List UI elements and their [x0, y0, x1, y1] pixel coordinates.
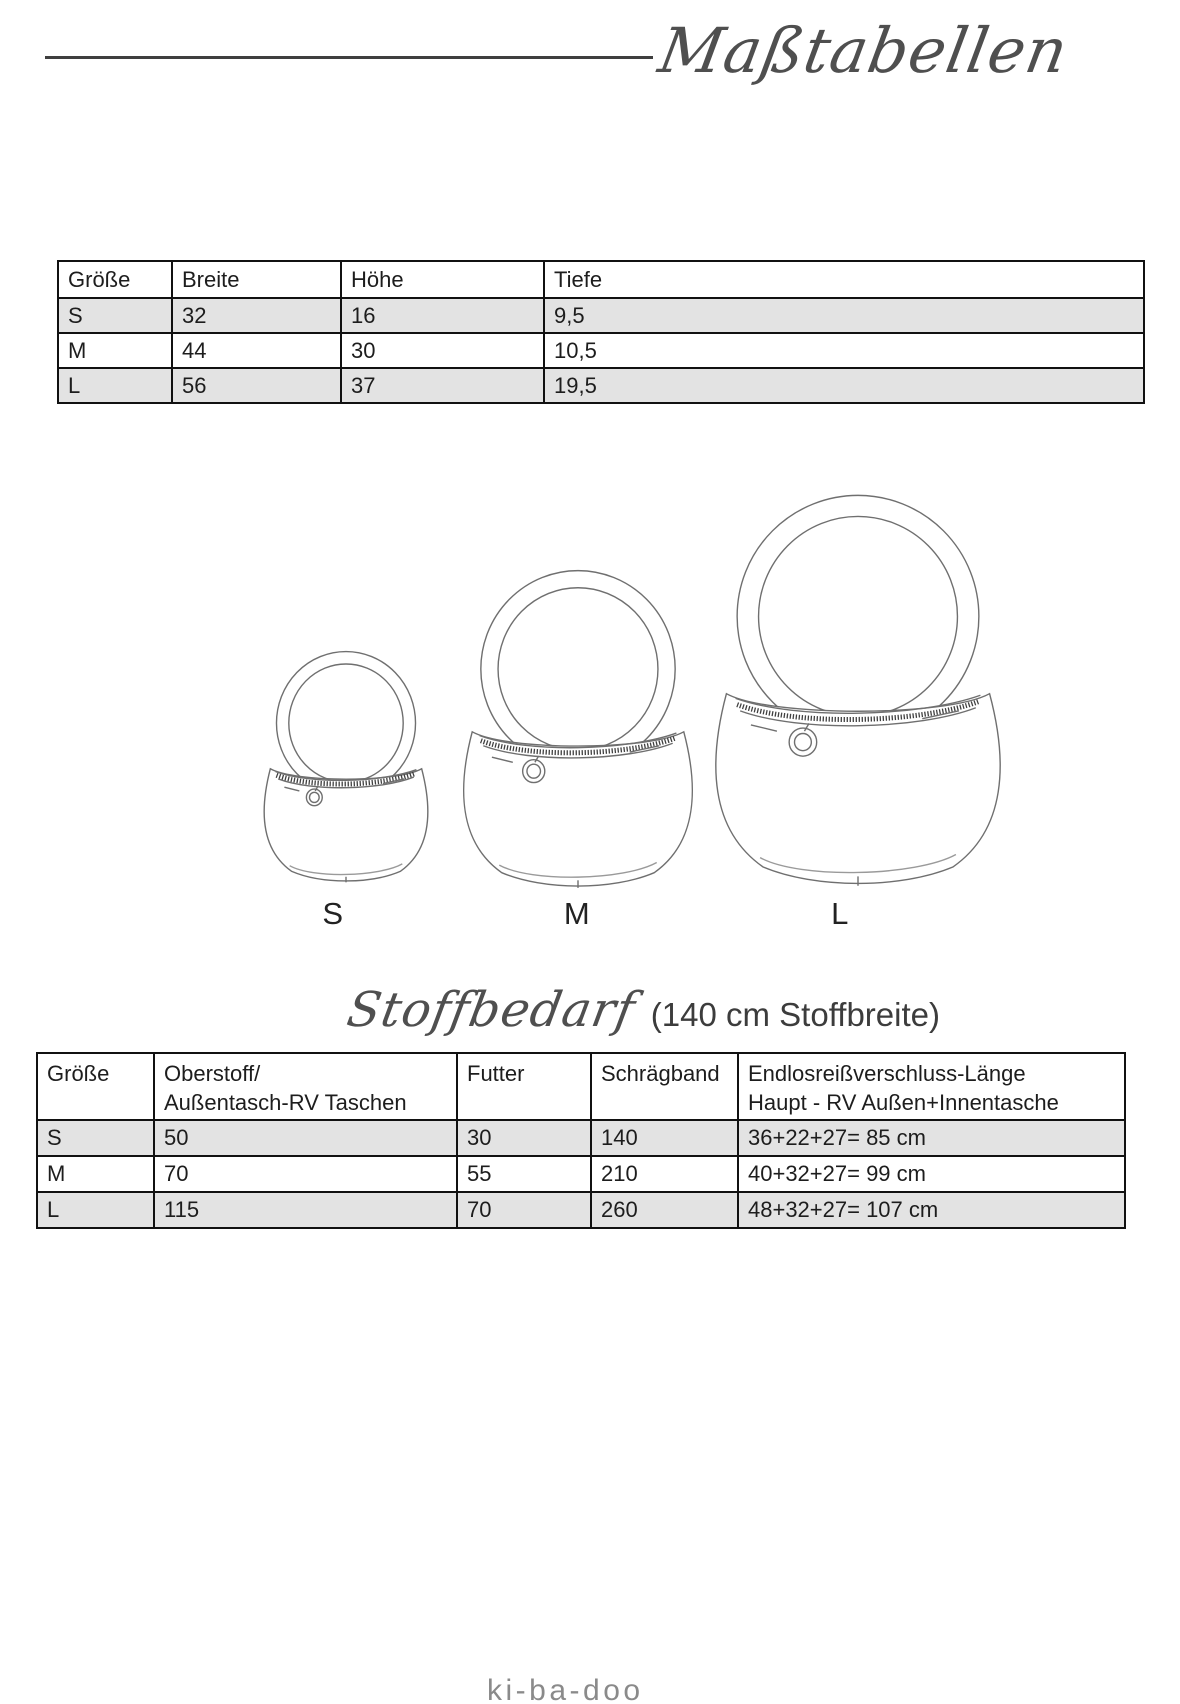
- table-cell: 44: [172, 333, 341, 368]
- table-cell: L: [58, 368, 172, 403]
- table-cell: 30: [341, 333, 544, 368]
- fabric-heading-script: Stoffbedarf: [343, 982, 640, 1038]
- table-cell: 9,5: [544, 298, 1144, 333]
- table-cell: 210: [591, 1156, 738, 1192]
- table-cell: M: [37, 1156, 154, 1192]
- table-row-s: [58, 298, 1144, 333]
- table-cell: L: [37, 1192, 154, 1228]
- column-header-futter: [457, 1053, 591, 1120]
- table-cell: 115: [154, 1192, 457, 1228]
- bag-size-label-l: L: [831, 896, 849, 931]
- table-cell: 48+32+27= 107 cm: [738, 1192, 1125, 1228]
- table-row-l: [58, 368, 1144, 403]
- table-row-m: [58, 333, 1144, 368]
- table-cell: S: [37, 1120, 154, 1156]
- fabric-section-heading: [343, 982, 940, 1038]
- header-line: Oberstoff/: [164, 1061, 261, 1086]
- table-row-l: [37, 1192, 1125, 1228]
- table-row-m: [37, 1156, 1125, 1192]
- column-header-groesse: [37, 1053, 154, 1120]
- table-cell: 260: [591, 1192, 738, 1228]
- size-table-header-row: [58, 261, 1144, 298]
- bag-size-label-s: S: [322, 896, 344, 931]
- table-cell: M: [58, 333, 172, 368]
- bag-illustration-small: [258, 646, 434, 886]
- table-cell: 36+22+27= 85 cm: [738, 1120, 1125, 1156]
- column-header-breite: Breite: [172, 261, 341, 298]
- table-cell: S: [58, 298, 172, 333]
- header-line: Futter: [467, 1061, 525, 1086]
- table-cell: 40+32+27= 99 cm: [738, 1156, 1125, 1192]
- table-cell: 32: [172, 298, 341, 333]
- fabric-table: [36, 1052, 1126, 1229]
- fabric-heading-note: (140 cm Stoffbreite): [650, 996, 940, 1033]
- column-header-schraegband: [591, 1053, 738, 1120]
- fabric-table-header-row: [37, 1053, 1125, 1120]
- table-cell: 56: [172, 368, 341, 403]
- table-cell: 70: [457, 1192, 591, 1228]
- table-cell: 16: [341, 298, 544, 333]
- table-cell: 19,5: [544, 368, 1144, 403]
- header-line: Haupt - RV Außen+Innentasche: [748, 1090, 1059, 1115]
- header-line: Außentasch-RV Taschen: [164, 1090, 407, 1115]
- header-line: Schrägband: [601, 1061, 720, 1086]
- bag-illustration-medium: [455, 563, 701, 893]
- header-line: Endlosreißverschluss-Länge: [748, 1061, 1026, 1086]
- table-cell: 55: [457, 1156, 591, 1192]
- column-header-groesse: Größe: [58, 261, 172, 298]
- column-header-tiefe: Tiefe: [544, 261, 1144, 298]
- page-title: Maßtabellen: [653, 14, 1074, 87]
- brand-logo: ki-ba-doo: [487, 1674, 644, 1704]
- table-cell: 140: [591, 1120, 738, 1156]
- column-header-endlosreissverschluss: [738, 1053, 1125, 1120]
- table-cell: 30: [457, 1120, 591, 1156]
- table-cell: 50: [154, 1120, 457, 1156]
- header-rule: [45, 56, 653, 59]
- table-cell: 70: [154, 1156, 457, 1192]
- header-line: Größe: [47, 1061, 110, 1086]
- column-header-oberstoff: [154, 1053, 457, 1120]
- table-cell: 37: [341, 368, 544, 403]
- column-header-hoehe: Höhe: [341, 261, 544, 298]
- table-row-s: [37, 1120, 1125, 1156]
- bag-size-label-m: M: [563, 896, 591, 931]
- bag-illustration-large: [705, 486, 1011, 892]
- size-table: [57, 260, 1145, 404]
- table-cell: 10,5: [544, 333, 1144, 368]
